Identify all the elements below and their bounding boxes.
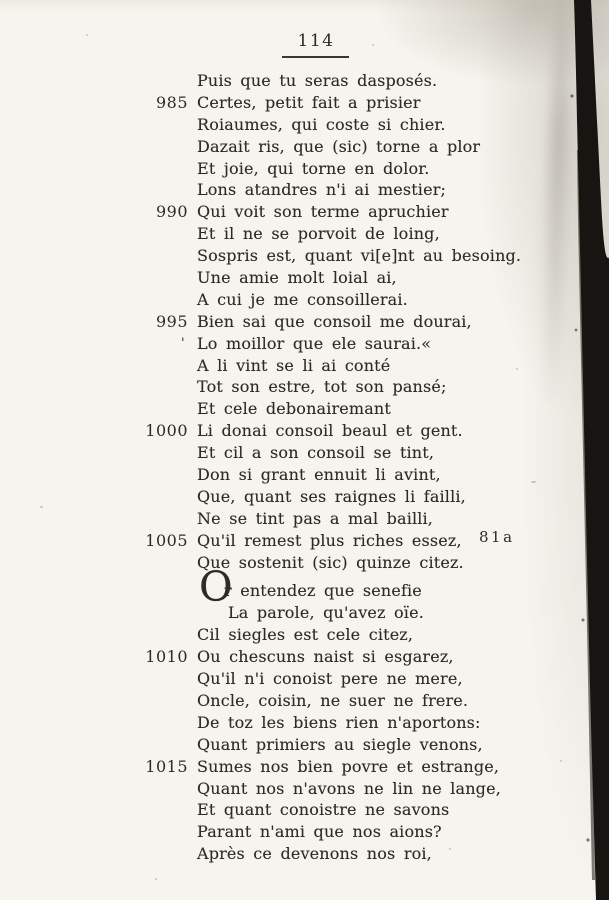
verse-line xyxy=(130,553,560,575)
verse-line xyxy=(130,625,560,647)
verse-text: Ne se tint pas a mal bailli, xyxy=(197,508,434,528)
verse-line xyxy=(130,421,560,443)
verse-text: Don si grant ennuit li avint, xyxy=(197,465,441,485)
page-number: 114 xyxy=(297,31,335,51)
stanza xyxy=(130,581,560,866)
verse-line xyxy=(130,180,560,202)
verse-line xyxy=(130,356,560,378)
verse-text: Tot son estre, tot son pansé; xyxy=(197,377,447,397)
verse-line xyxy=(130,399,560,421)
verse-text: Et il ne se porvoit de loing, xyxy=(197,224,440,244)
line-number: 995 xyxy=(155,311,188,331)
verse-text: Qu'il n'i conoist pere ne mere, xyxy=(197,669,463,689)
verse-line xyxy=(130,246,560,268)
verse-text: Qu'il remest plus riches essez, xyxy=(197,530,462,550)
line-number: 985 xyxy=(155,92,188,112)
verse-line xyxy=(130,581,560,603)
drop-cap-initial: O xyxy=(199,563,233,611)
line-number: 990 xyxy=(155,202,188,222)
verse-text: Et quant conoistre ne savons xyxy=(197,800,450,820)
verse-text: Ou chescuns naist si esgarez, xyxy=(197,647,454,667)
verse-line xyxy=(130,268,560,290)
verse-line xyxy=(130,691,560,713)
poem xyxy=(130,71,560,866)
line-number: 1005 xyxy=(145,530,188,550)
verse-line xyxy=(130,159,560,181)
verse-text: Et cele debonairemant xyxy=(197,399,391,419)
verse-line xyxy=(130,224,560,246)
verse-text: Li donai consoil beaul et gent. xyxy=(197,421,463,441)
line-number: 1015 xyxy=(145,756,188,776)
verse-text: Et joie, qui torne en dolor. xyxy=(197,158,430,178)
verse-text: Lons atandres n'i ai mestier; xyxy=(197,180,447,200)
stray-mark: ' xyxy=(181,335,185,351)
verse-text: Sumes nos bien povre et estrange, xyxy=(197,756,500,776)
verse-line xyxy=(130,312,560,334)
verse-text: Oncle, coisin, ne suer ne frere. xyxy=(197,690,469,710)
verse-line xyxy=(130,115,560,137)
verse-line xyxy=(130,603,560,625)
verse-text: Dazait ris, que (sic) torne a plor xyxy=(197,136,481,156)
verse-line xyxy=(130,465,560,487)
verse-text: Quant nos n'avons ne lin ne lange, xyxy=(197,778,501,798)
verse-line xyxy=(130,71,560,93)
verse-line xyxy=(130,844,560,866)
verse-text: La parole, qu'avez oïe. xyxy=(228,603,424,623)
verse-line xyxy=(130,334,560,356)
verse-text: Une amie molt loial ai, xyxy=(197,268,397,288)
verse-text: Et cil a son consoil se tint, xyxy=(197,443,435,463)
line-number: 1000 xyxy=(145,421,188,441)
line-number: 1010 xyxy=(145,647,188,667)
verse-line xyxy=(130,779,560,801)
verse-text: Parant n'ami que nos aions? xyxy=(197,822,442,842)
verse-line xyxy=(130,669,560,691)
verse-text: Roiaumes, qui coste si chier. xyxy=(197,114,446,134)
verse-line xyxy=(130,800,560,822)
verse-line xyxy=(130,443,560,465)
verse-line xyxy=(130,713,560,735)
verse-text: Après ce devenons nos roi, xyxy=(197,844,432,864)
verse-text: Certes, petit fait a prisier xyxy=(197,92,421,112)
verse-text: Bien sai que consoil me dourai, xyxy=(197,311,472,331)
verse-text: Que, quant ses raignes li failli, xyxy=(197,486,466,506)
verse-text: A cui je me consoillerai. xyxy=(197,289,408,309)
verse-line xyxy=(130,757,560,779)
verse-line xyxy=(130,93,560,115)
stanza xyxy=(130,71,560,574)
verse-line xyxy=(130,822,560,844)
verse-text: A li vint se li ai conté xyxy=(197,355,391,375)
verse-text: Cil siegles est cele citez, xyxy=(197,625,414,645)
verse-line xyxy=(130,647,560,669)
verse-text: Quant primiers au siegle venons, xyxy=(197,734,483,754)
verse-text: Que sostenit (sic) quinze citez. xyxy=(197,552,464,572)
verse-text: r entendez que senefie xyxy=(224,581,422,601)
verse-line xyxy=(130,377,560,399)
verse-line xyxy=(130,137,560,159)
verse-text: Qui voit son terme apruchier xyxy=(197,202,449,222)
verse-text: Sospris est, quant vi[e]nt au besoing. xyxy=(197,246,522,266)
verse-line xyxy=(130,487,560,509)
verse-text: Lo moillor que ele saurai.« xyxy=(197,333,432,353)
verse-line xyxy=(130,290,560,312)
page-number-rule xyxy=(282,56,349,58)
verse-text: Puis que tu seras dasposés. xyxy=(197,71,438,90)
verse-line xyxy=(130,202,560,224)
verse-text: De toz les biens rien n'aportons: xyxy=(197,712,481,732)
margin-note-folio: 81a xyxy=(479,528,515,546)
verse-line xyxy=(130,735,560,757)
